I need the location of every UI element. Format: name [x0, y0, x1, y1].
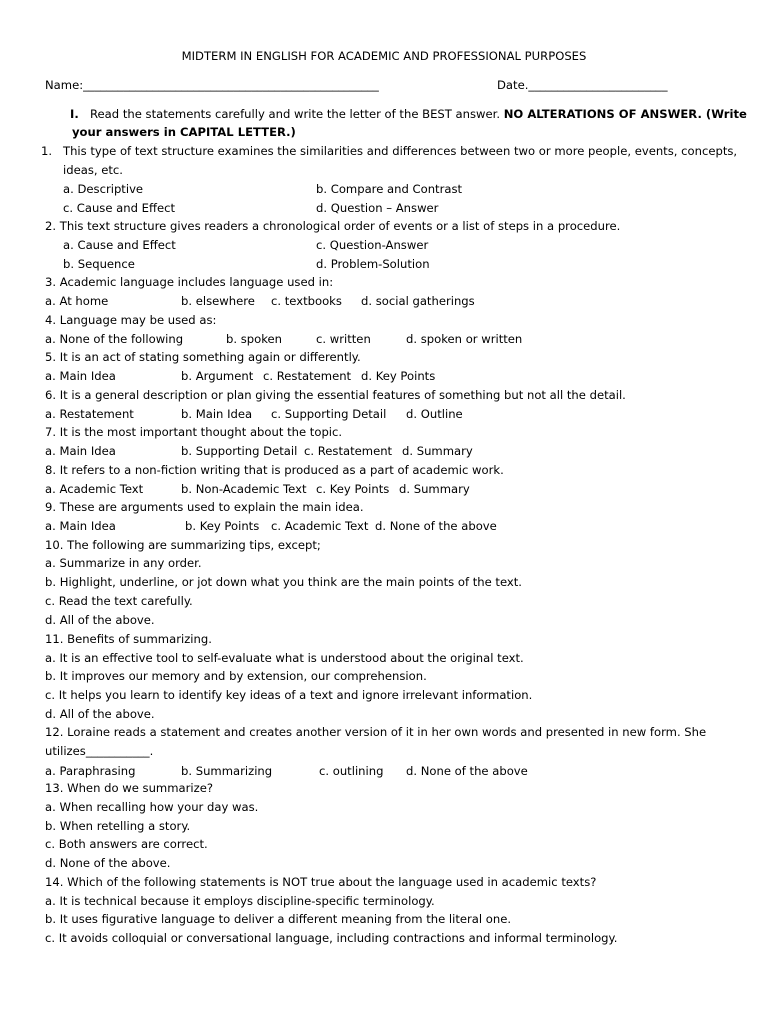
question-2-choice-d: d. Problem-Solution [316, 257, 430, 271]
question-8-stem: 8. It refers to a non-fiction writing that is produced as a part of academic work. [45, 463, 504, 477]
question-9-stem: 9. These are arguments used to explain the main idea. [45, 500, 364, 514]
question-8-choice-a: a. Academic Text [45, 482, 144, 496]
question-5-stem: 5. It is an act of stating something again or differently. [45, 350, 361, 364]
question-11-choice-d: d. All of the above. [45, 707, 155, 721]
question-1-choice-d: d. Question – Answer [316, 201, 439, 215]
question-13-choice-b: b. When retelling a story. [45, 819, 191, 833]
question-6-stem: 6. It is a general description or plan giving the essential features of something but not all the detail. [45, 388, 626, 402]
question-8-choice-d: d. Summary [399, 482, 470, 496]
question-5-choice-d: d. Key Points [361, 369, 436, 383]
question-12-choice-c: c. outlining [319, 764, 384, 778]
name-field-label: Name:___________________________________________________ [45, 78, 379, 92]
question-6-choice-d: d. Outline [406, 407, 463, 421]
question-11-choice-c: c. It helps you learn to identify key ideas of a text and ignore irrelevant information. [45, 688, 533, 702]
question-10-stem: 10. The following are summarizing tips, except; [45, 538, 321, 552]
question-12-stem: 12. Loraine reads a statement and creates another version of it in her own words and presented in new form. She [45, 725, 707, 739]
question-4-choice-c: c. written [316, 332, 371, 346]
question-10-choice-b: b. Highlight, underline, or jot down what you think are the main points of the text. [45, 575, 522, 589]
question-3-choice-d: d. social gatherings [361, 294, 475, 308]
instruction-text-plain: Read the statements carefully and write the letter of the BEST answer. [90, 107, 501, 121]
question-8-choice-c: c. Key Points [316, 482, 390, 496]
question-1-choice-c: c. Cause and Effect [63, 201, 176, 215]
question-13-choice-a: a. When recalling how your day was. [45, 800, 259, 814]
question-3-choice-b: b. elsewhere [181, 294, 255, 308]
question-9-choice-b: b. Key Points [185, 519, 260, 533]
question-14-choice-b: b. It uses figurative language to deliver a different meaning from the literal one. [45, 912, 512, 926]
question-12-stem-cont: utilizes___________. [45, 744, 154, 758]
question-14-choice-a: a. It is technical because it employs discipline-specific terminology. [45, 894, 435, 908]
date-field-label: Date.________________________ [497, 78, 668, 92]
question-6-choice-b: b. Main Idea [181, 407, 253, 421]
instruction-emphasis: NO ALTERATIONS OF ANSWER. (Write [503, 107, 747, 121]
question-6-choice-a: a. Restatement [45, 407, 134, 421]
question-3-stem: 3. Academic language includes language used in: [45, 275, 334, 289]
question-11-choice-a: a. It is an effective tool to self-evaluate what is understood about the original text. [45, 651, 524, 665]
question-2-choice-c: c. Question-Answer [316, 238, 429, 252]
question-4-stem: 4. Language may be used as: [45, 313, 217, 327]
question-9-choice-a: a. Main Idea [45, 519, 116, 533]
question-10-choice-c: c. Read the text carefully. [45, 594, 193, 608]
question-2-stem: 2. This text structure gives readers a chronological order of events or a list of steps in a procedure. [45, 219, 621, 233]
question-8-choice-b: b. Non-Academic Text [181, 482, 307, 496]
question-1-choice-a: a. Descriptive [63, 182, 144, 196]
question-4-choice-a: a. None of the following [45, 332, 184, 346]
question-1-number: 1. [41, 144, 53, 158]
question-10-choice-d: d. All of the above. [45, 613, 155, 627]
question-7-choice-d: d. Summary [402, 444, 473, 458]
question-2-choice-a: a. Cause and Effect [63, 238, 176, 252]
question-7-choice-b: b. Supporting Detail [181, 444, 298, 458]
question-1-choice-b: b. Compare and Contrast [316, 182, 463, 196]
question-13-choice-c: c. Both answers are correct. [45, 837, 208, 851]
question-1-stem: This type of text structure examines the similarities and differences between two or more people, events, concepts, [63, 144, 738, 158]
instruction-number: I. [70, 107, 79, 121]
question-3-choice-c: c. textbooks [271, 294, 342, 308]
question-5-choice-b: b. Argument [181, 369, 254, 383]
question-1-stem-cont: ideas, etc. [63, 163, 123, 177]
page-title: MIDTERM IN ENGLISH FOR ACADEMIC AND PROFESSIONAL PURPOSES [181, 49, 587, 63]
question-6-choice-c: c. Supporting Detail [271, 407, 387, 421]
instruction-text [90, 107, 747, 121]
question-7-choice-c: c. Restatement [304, 444, 393, 458]
question-14-choice-c: c. It avoids colloquial or conversational language, including contractions and informal terminology. [45, 931, 618, 945]
question-11-stem: 11. Benefits of summarizing. [45, 632, 212, 646]
question-4-choice-b: b. spoken [226, 332, 283, 346]
question-10-choice-a: a. Summarize in any order. [45, 556, 202, 570]
question-5-choice-c: c. Restatement [263, 369, 352, 383]
question-7-stem: 7. It is the most important thought about the topic. [45, 425, 343, 439]
question-9-choice-c: c. Academic Text [271, 519, 369, 533]
question-4-choice-d: d. spoken or written [406, 332, 523, 346]
question-12-choice-b: b. Summarizing [181, 764, 273, 778]
question-13-stem: 13. When do we summarize? [45, 781, 213, 795]
question-3-choice-a: a. At home [45, 294, 109, 308]
question-11-choice-b: b. It improves our memory and by extension, our comprehension. [45, 669, 427, 683]
question-12-choice-a: a. Paraphrasing [45, 764, 136, 778]
question-5-choice-a: a. Main Idea [45, 369, 116, 383]
question-7-choice-a: a. Main Idea [45, 444, 116, 458]
question-2-choice-b: b. Sequence [63, 257, 135, 271]
question-14-stem: 14. Which of the following statements is NOT true about the language used in academic texts? [45, 875, 597, 889]
question-13-choice-d: d. None of the above. [45, 856, 171, 870]
question-9-choice-d: d. None of the above [375, 519, 497, 533]
question-12-choice-d: d. None of the above [406, 764, 528, 778]
instruction-emphasis-cont: your answers in CAPITAL LETTER.) [72, 125, 296, 139]
